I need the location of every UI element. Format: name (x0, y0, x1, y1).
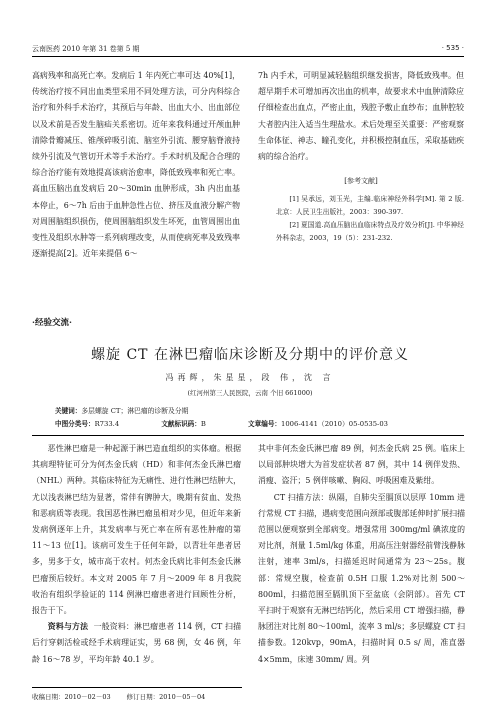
ct-method-paragraph: CT 扫描方法：纵隔，自肺尖至膈顶以层厚 10mm 进行常规 CT 扫描，遇病变范围向颈部或腹部延伸时扩展扫描范围以便观察到全部病变。增强常用 300mg/ml 碘浓度的对比剂，剂量 1.5ml/kg 体重，用高压注射器经前臂浅静脉注射，速率 3ml/s，扫描延迟时间通常为 23～25s。腹部：常规空腹，检查前 0.5H 口服 1.2%对比剂 500～800ml，扫描范围至膈肌顶下至盆底（会阴部）。首先 CT 平扫时于观察有无淋巴结钙化，然后采用 CT 增强扫描，静脉团注对比剂 80～100ml，流率 3 ml/s；多层螺旋 CT 扫描参数。120kvp，90mA，扫描时间 0.5 s/ 周，准直器 4×5mm，床速 30mm/ 周。列 (258, 492, 465, 664)
methods-paragraph (32, 619, 241, 668)
section-tag: ·经验交流· (32, 318, 72, 328)
article-no-label: 文章编号： (248, 420, 282, 428)
cases-paragraph: 其中非何杰金氏淋巴瘤 89 例，何杰金氏病 25 例。临床上以局部肿块增大为首发症状者 87 例，其中 14 例伴发热、消瘦、盗汗；5 例伴咳嗽、胸闷、呼吸困难及紫绀。 (258, 444, 465, 486)
prev-article-text-right: 7h 内手术，可明显减轻脑组织继发损害，降低致残率。但超早期手术可增加再次出血的机率，故要求术中血肿清除应仔细检查出血点，严密止血，残腔予敷止血纱布；血肿腔较大者腔内注入适当生理盐水。术后处理至关重要：严密观察生命体征、神志、瞳孔变化，并积极控制血压，采取基础疾病的综合治疗。 (258, 71, 464, 162)
methods-text: 一般资料：淋巴瘤患者 114 例，CT 扫描后行穿刺活检或经手术病理证实，男 68 例，女 46 例，年龄 16～78 岁，平均年龄 40.1 岁。 (32, 622, 241, 664)
doc-code-label: 文献标识码： (161, 420, 201, 428)
prev-article-text-left: 高病残率和高死亡率。发病后 1 年内死亡率可达 40%[1]，传统治疗按不同出血类型采用不同处理方法，可分内科综合治疗和外科手术治疗，其预后与年龄、出血大小、出血部位以及术前是否发生脑疝关系密切。近年来我科通过开颅血肿清除骨瓣减压、锥颅碎吸引流、脑室外引流、腰穿脑脊液持续外引流及气管切开术等手术治疗。手术时机及配合合理的综合治疗能有效地提高该病治愈率，降低致残率和死亡率。高血压脑出血发病后 20～30min 血肿形成，3h 内出血基本停止，6～7h 后由于血肿急性占位、挤压及血液分解产物对周围脑组织损伤，使周围脑组织发生坏死，血管周围出血变性及组织水肿等一系列病理改变，从而使病死率及致残率逐渐提高[2]。近年来提倡 6～ (32, 71, 240, 259)
clc-value: R733.4 (94, 420, 120, 428)
divider-line (32, 435, 464, 436)
article-title: 螺旋 CT 在淋巴瘤临床诊断及分期中的评价意义 (91, 347, 409, 363)
journal-info: 云南医药 2010 年第 31 卷第 5 期 (32, 45, 140, 53)
article-dates (32, 687, 242, 701)
keywords-label: 关键词： (55, 407, 82, 415)
intro-paragraph: 恶性淋巴瘤是一种起源于淋巴造血组织的实体瘤。根据其病理特征可分为何杰金氏病（HD）和非何杰金氏淋巴瘤（NHL）两种。其临床特征为无痛性、进行性淋巴结肿大，尤以浅表淋巴结为显著，常伴有脾肿大，晚期有贫血、发热和恶病质等表现。我国恶性淋巴瘤虽相对少见，但近年来新发病例逐年上升，其发病率与死亡率在所有恶性肿瘤的第 11～13 位[1]。该病可发生于任何年龄，以青壮年患者居多，男多于女，城市高于农村。何杰金氏病比非何杰金氏淋巴瘤预后较好。本文对 2005 年 7 月～2009 年 8 月我院收治有组织学验证的 114 例淋巴瘤患者进行回顾性分析，报告于下。 (32, 444, 241, 616)
running-header (32, 44, 464, 57)
clc-label: 中图分类号： (55, 420, 95, 428)
page-number: · 535 · (441, 44, 464, 52)
references-heading: [参考文献] (344, 177, 378, 186)
article-right-column (258, 441, 465, 668)
reference-item: [1] 吴承远，刘玉光，主编.临床神经外科学[M]. 第 2 版. 北京：人民卫生出版社，2003：390-397. (276, 195, 464, 217)
article-no-value: 1006-4141（2010）05-0535-03 (281, 420, 388, 428)
methods-heading: 资料与方法 (47, 622, 89, 632)
article-left-column (32, 441, 241, 668)
article-authors: 冯再辉，朱星星，段 伟，沈 言 (165, 373, 335, 382)
revised-date: 修订日期：2010－05－04 (126, 693, 206, 701)
doc-code-value: B (200, 420, 206, 428)
prev-article-left-column (32, 68, 240, 262)
received-date: 收稿日期：2010－02－03 (32, 693, 111, 701)
reference-item: [2] 夏国道.高血压脑出血临床特点及疗效分析[J]. 中华神经外科杂志，2003，19（5）：231-232. (276, 221, 464, 243)
article-affiliation: (红河州第三人民医院，云南 个旧 661000) (187, 389, 313, 397)
keywords-block (55, 405, 428, 431)
keywords-value: 多层螺旋 CT；淋巴瘤的诊断及分期 (81, 407, 189, 415)
keywords-line (55, 405, 428, 418)
classification-line (55, 418, 428, 431)
prev-article-right-column (258, 68, 464, 245)
